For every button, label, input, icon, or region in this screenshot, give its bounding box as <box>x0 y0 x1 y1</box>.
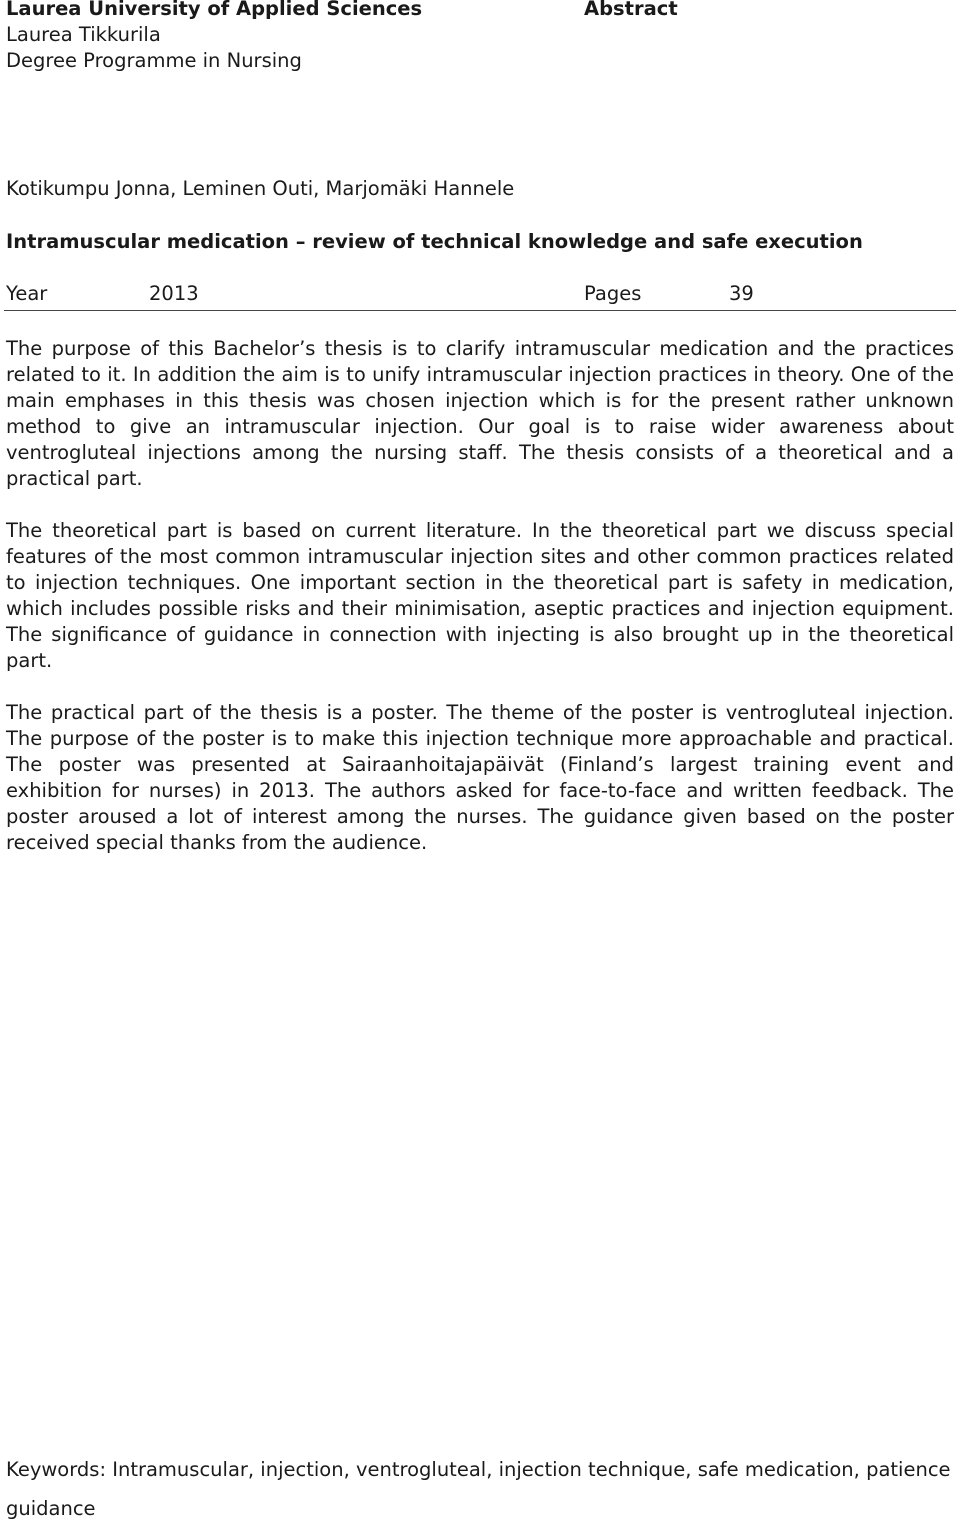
header-divider <box>4 310 956 311</box>
authors-line: Kotikumpu Jonna, Leminen Outi, Marjomäki Hannele <box>6 177 515 200</box>
abstract-paragraph-theory: The theoretical part is based on current literature. In the theoretical part we discuss special features of the most common intramuscular injection sites and other common practices related to injection techniques. One important section in the theoretical part is safety in medication, which includes possible risks and their minimisation, aseptic practices and injection equipment. The significance of guidance in connection with injecting is also brought up in the theoretical part. <box>6 519 954 672</box>
year-value: 2013 <box>149 282 199 305</box>
year-label: Year <box>6 282 48 305</box>
pages-label: Pages <box>584 282 642 305</box>
programme-name: Degree Programme in Nursing <box>6 49 302 72</box>
abstract-paragraph-purpose: The purpose of this Bachelor’s thesis is to clarify intramuscular medication and the practices related to it. In addition the aim is to unify intramuscular injection practices in theory. One of the main emphases in this thesis was chosen injection which is for the present rather unknown method to give an intramuscular injection. Our goal is to raise wider awareness about ventrogluteal injections among the nursing staff. The thesis consists of a theoretical and a practical part. <box>6 337 954 490</box>
doc-type-heading: Abstract <box>584 0 678 20</box>
thesis-title: Intramuscular medication – review of technical knowledge and safe execution <box>6 230 863 253</box>
institution-name: Laurea University of Applied Sciences <box>6 0 423 20</box>
campus-name: Laurea Tikkurila <box>6 23 161 46</box>
pages-value: 39 <box>729 282 754 305</box>
keywords-line: Keywords: Intramuscular, injection, ventrogluteal, injection technique, safe medication, patience guidance <box>6 1458 951 1520</box>
abstract-paragraph-practice: The practical part of the thesis is a poster. The theme of the poster is ventrogluteal injection. The purpose of the poster is to make this injection technique more approachable and practical. The poster was presented at Sairaanhoitajapäivät (Finland’s largest training event and exhibition for nurses) in 2013. The authors asked for face-to-face and written feedback. The poster aroused a lot of interest among the nurses. The guidance given based on the poster received special thanks from the audience. <box>6 701 954 854</box>
